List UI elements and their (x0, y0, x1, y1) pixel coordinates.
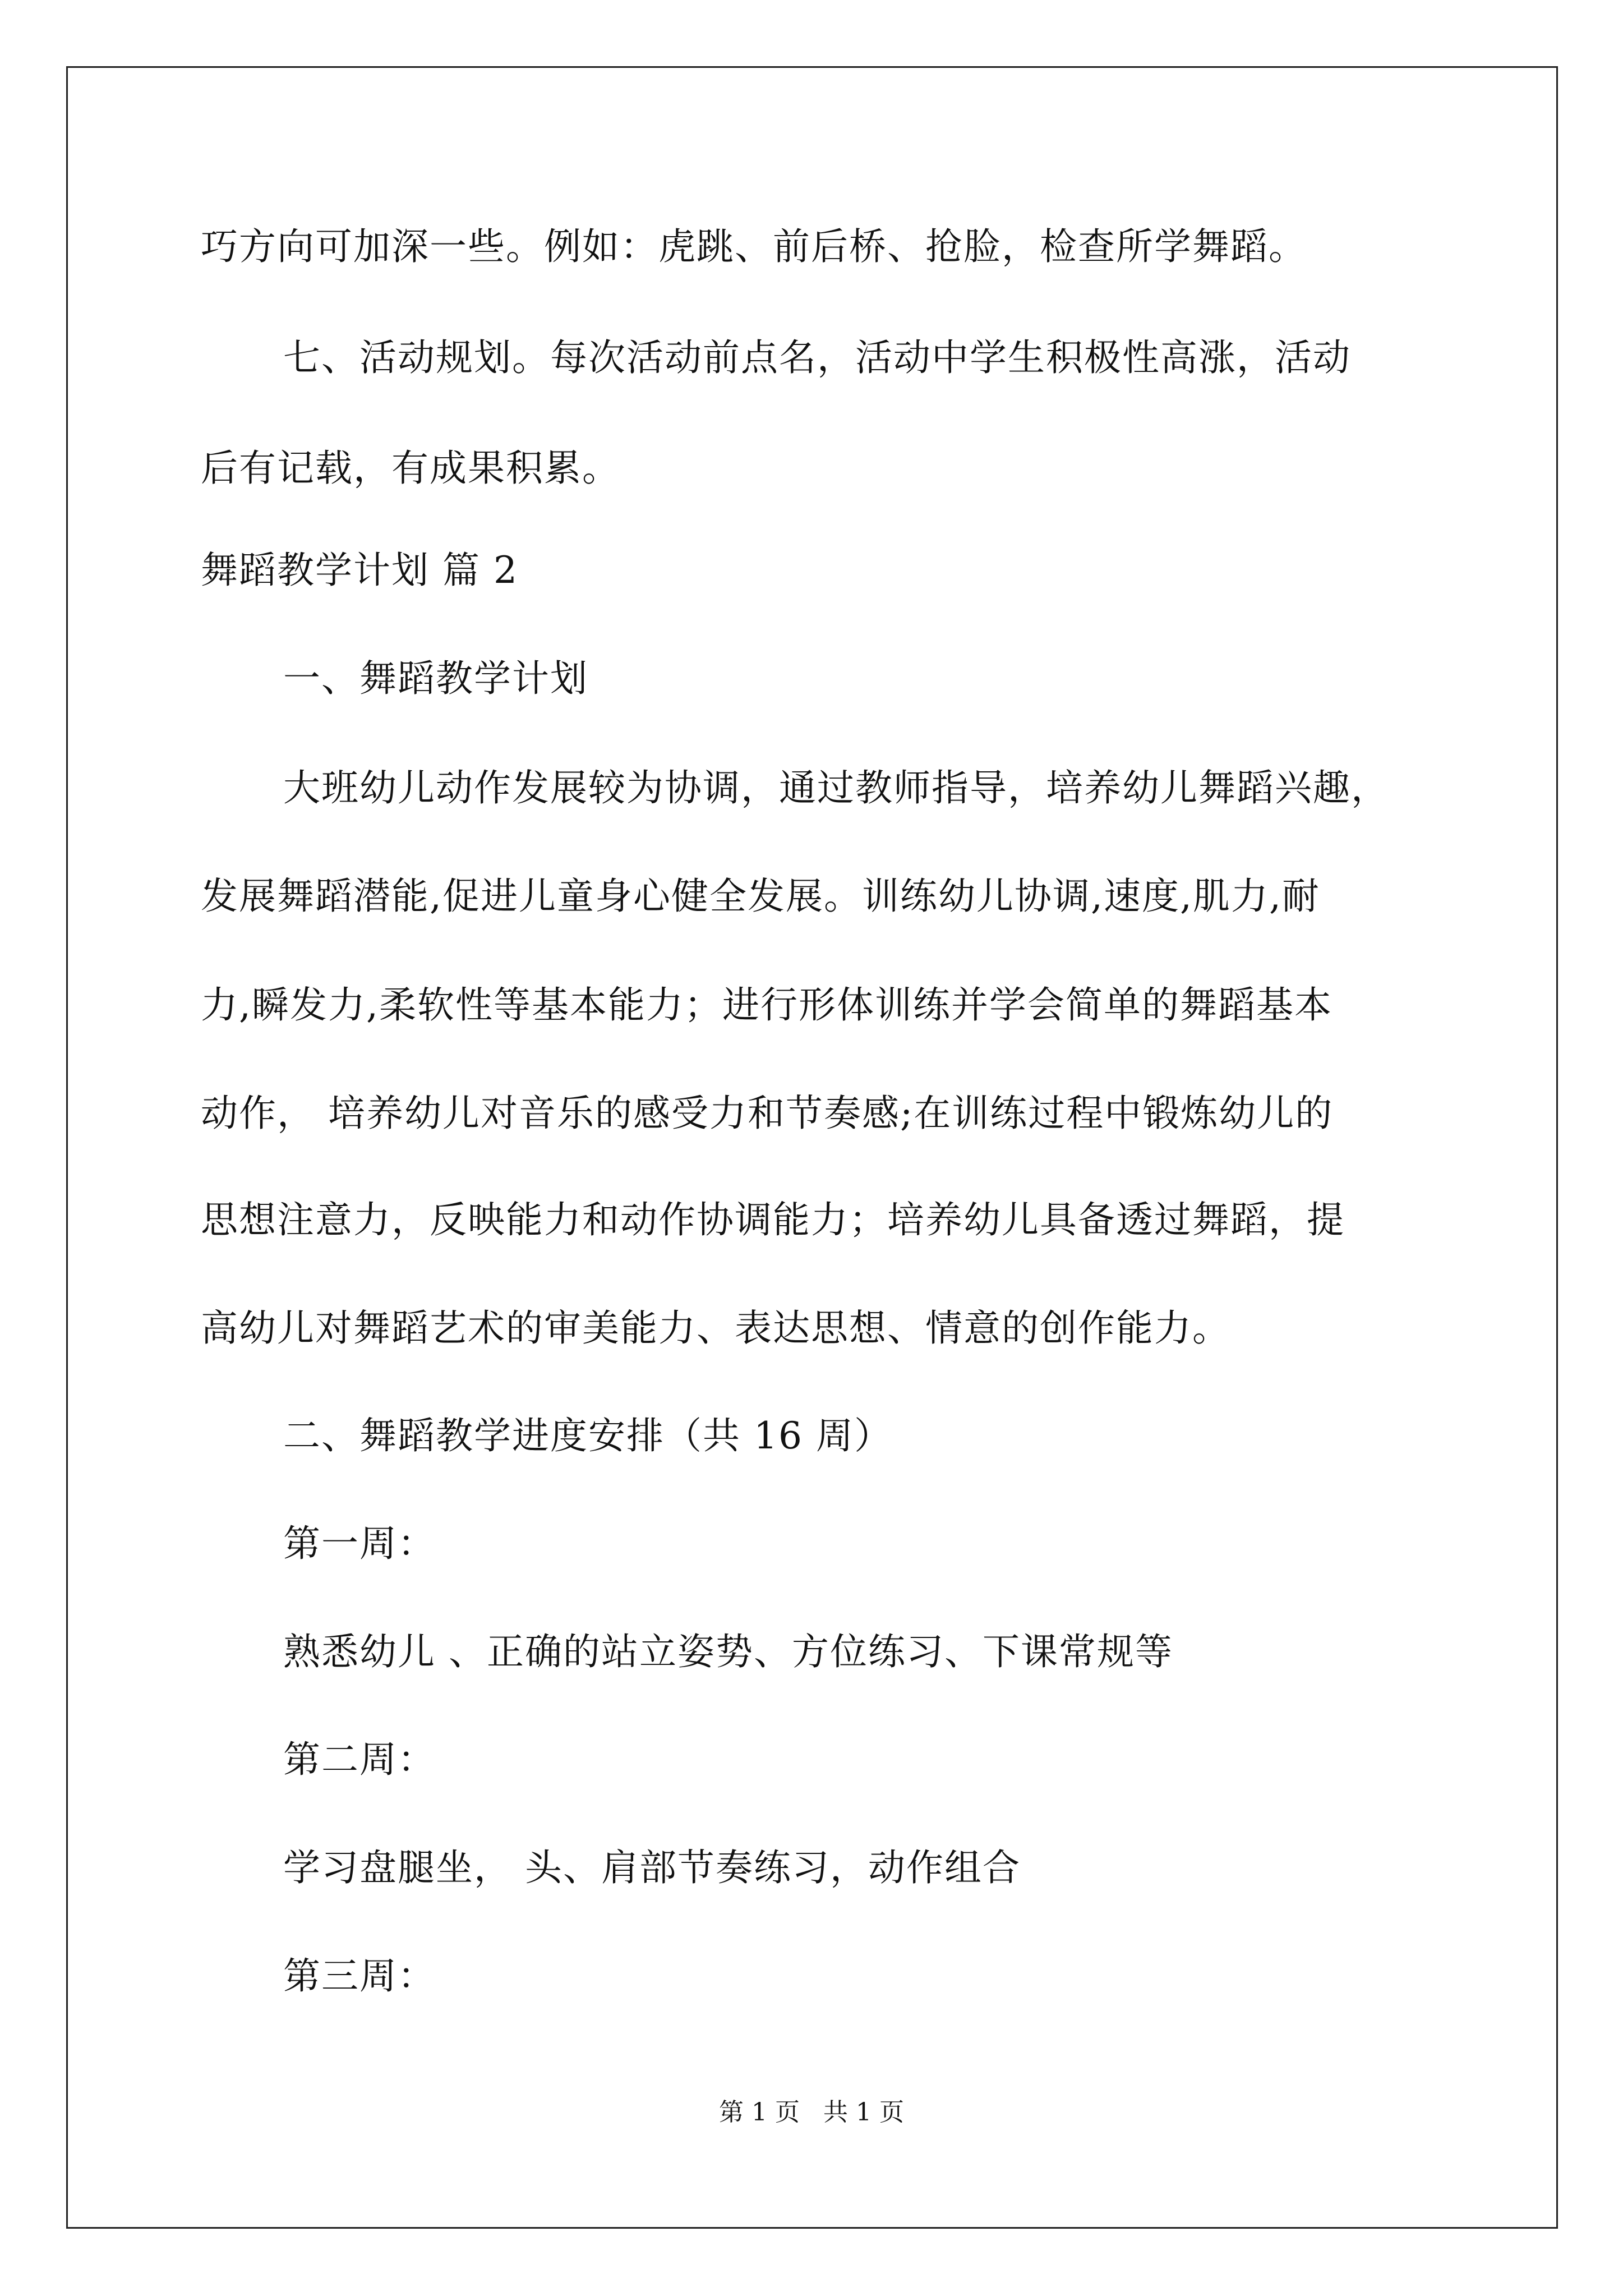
week-content: 熟悉幼儿 、正确的站立姿势、方位练习、下课常规等 (283, 1630, 1173, 1673)
subheading: 一、舞蹈教学计划 (283, 657, 588, 700)
page-border (66, 66, 1558, 2229)
page-footer: 第 1 页 共 1 页 (719, 2098, 904, 2127)
week-content: 学习盘腿坐， 头、肩部节奏练习，动作组合 (283, 1846, 1021, 1889)
paragraph-line: 力,瞬发力,柔软性等基本能力；进行形体训练并学会简单的舞蹈基本 (201, 983, 1332, 1027)
paragraph-line: 后有记载，有成果积累。 (201, 447, 620, 490)
paragraph-line: 大班幼儿动作发展较为协调，通过教师指导，培养幼儿舞蹈兴趣， (283, 766, 1389, 809)
week-label: 第二周： (283, 1738, 436, 1781)
week-label: 第一周： (283, 1522, 436, 1565)
paragraph-line: 巧方向可加深一些。例如：虎跳、前后桥、抢脸，检查所学舞蹈。 (201, 225, 1307, 268)
subheading: 二、舞蹈教学进度安排（共 16 周） (283, 1414, 892, 1457)
paragraph-line: 高幼儿对舞蹈艺术的审美能力、表达思想、情意的创作能力。 (201, 1306, 1230, 1350)
section-heading: 舞蹈教学计划 篇 2 (201, 549, 518, 592)
paragraph-line: 发展舞蹈潜能,促进儿童身心健全发展。训练幼儿协调,速度,肌力,耐 (201, 875, 1320, 918)
paragraph-line: 思想注意力，反映能力和动作协调能力；培养幼儿具备透过舞蹈，提 (201, 1198, 1345, 1241)
week-label: 第三周： (283, 1954, 436, 1998)
paragraph-line: 动作， 培养幼儿对音乐的感受力和节奏感;在训练过程中锻炼幼儿的 (201, 1092, 1334, 1135)
paragraph-line: 七、活动规划。每次活动前点名，活动中学生积极性高涨，活动 (283, 336, 1351, 379)
